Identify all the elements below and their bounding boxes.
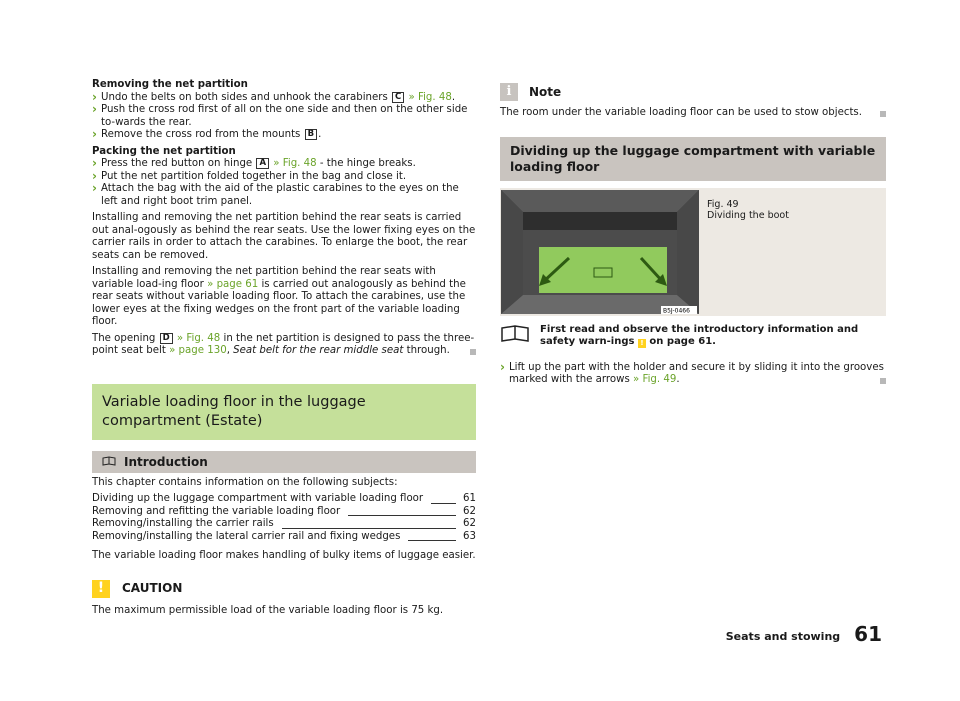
toc-row[interactable]: Removing/installing the lateral carrier rail and fixing wedges 63	[92, 530, 476, 542]
packing-step-3: › Attach the bag with the aid of the plastic carabines to the eyes on the left and right boot trim panel.	[92, 183, 476, 208]
figure-49	[500, 188, 886, 316]
page-number: 61	[854, 622, 882, 646]
open-book-icon	[500, 324, 530, 349]
toc-row[interactable]: Removing and refitting the variable loading floor 62	[92, 505, 476, 517]
table-of-contents	[92, 493, 476, 543]
end-marker	[880, 111, 886, 117]
packing-step-2: › Put the net partition folded together in the bag and close it.	[92, 171, 476, 184]
key-label-c: C	[392, 92, 404, 103]
introduction-bar	[92, 451, 476, 473]
caution-text: The maximum permissible load of the variable loading floor is 75 kg.	[92, 604, 444, 616]
paragraph-1: Installing and removing the net partition behind the rear seats is carried out anal-ogously as behind the rear seats. Use the lower fixing eyes on the carrier rails in order to attach the carabines. To enlarge the boot, the rear seats can be removed.	[92, 212, 476, 261]
end-marker	[470, 349, 476, 355]
boot-photo	[501, 190, 699, 314]
warning-mini-icon: !	[638, 339, 646, 348]
section-title: Variable loading floor in the luggage compartment (Estate)	[92, 384, 476, 440]
paragraph-2: Installing and removing the net partition behind the rear seats with variable load-ing floor » page 61 is carried out analogously as behind the rear seats without variable loading floor. To attach the carabines, use the lower eyes at the fixing wedges on the front part of the variable loading floor.	[92, 266, 466, 327]
key-label-a: A	[256, 158, 269, 169]
subsection-title: Dividing up the luggage compartment with variable loading floor	[500, 137, 886, 181]
figure-code: B5J-0466	[663, 307, 690, 314]
figure-caption: Fig. 49 Dividing the boot	[707, 198, 789, 221]
left-column	[92, 79, 476, 617]
fig-49-link[interactable]: » Fig. 49	[633, 374, 677, 385]
packing-heading: Packing the net partition	[92, 145, 236, 157]
fig-48-link[interactable]: » Fig. 48	[176, 332, 221, 344]
toc-row[interactable]: Removing/installing the carrier rails 62	[92, 518, 476, 529]
removing-heading: Removing the net partition	[92, 79, 248, 90]
key-label-b: B	[305, 129, 317, 140]
packing-step-1: › Press the red button on hinge A » Fig. 48 - the hinge breaks.	[92, 158, 476, 171]
removing-step-2: › Push the cross rod first of all on the one side and then on the other side to-wards the rear.	[92, 104, 476, 129]
warning-icon: !	[92, 580, 110, 598]
note-text: The room under the variable loading floor can be used to stow objects.	[500, 107, 886, 120]
removing-step-3: › Remove the cross rod from the mounts B .	[92, 129, 476, 142]
paragraph-3: The opening D » Fig. 48 in the net partition is designed to pass the three-point seat belt » page 130, Seat belt for the rear middle seat through.	[92, 332, 475, 356]
fig-48-link[interactable]: » Fig. 48	[273, 158, 317, 169]
book-icon	[102, 452, 116, 474]
right-column	[500, 83, 886, 387]
intro-text: This chapter contains information on the following subjects:	[92, 476, 398, 488]
footer-section-title: Seats and stowing	[725, 630, 841, 643]
page-130-link[interactable]: » page 130	[169, 345, 227, 356]
caution-heading: ! CAUTION	[92, 580, 476, 598]
toc-row[interactable]: Dividing up the luggage compartment with variable loading floor 61	[92, 493, 476, 504]
loading-floor-step: › Lift up the part with the holder and secure it by sliding it into the grooves marked with the arrows » Fig. 49.	[500, 362, 886, 387]
key-label-d: D	[160, 333, 173, 344]
info-icon: i	[500, 83, 518, 101]
read-first-notice: First read and observe the introductory information and safety warn-ings ! on page 61.	[500, 324, 886, 349]
note-heading: i Note	[500, 83, 886, 101]
end-marker	[880, 378, 886, 384]
fig-48-link[interactable]: » Fig. 48	[408, 91, 452, 103]
page-footer	[726, 622, 882, 646]
removing-step-1: › Undo the belts on both sides and unhook the carabiners C » Fig. 48.	[92, 92, 476, 105]
introduction-title: Introduction	[124, 454, 208, 469]
page-61-link[interactable]: » page 61	[207, 278, 259, 290]
paragraph-4: The variable loading floor makes handling of bulky items of luggage easier.	[92, 550, 476, 561]
